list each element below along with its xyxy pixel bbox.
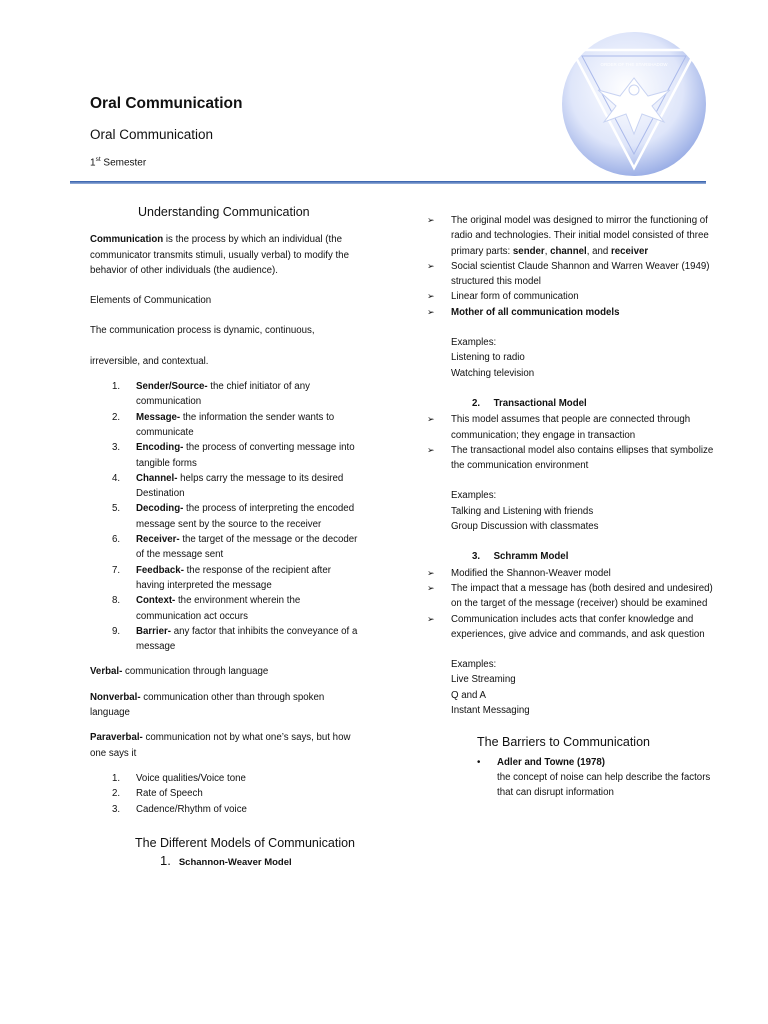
list-item: 5. Decoding- the process of interpreting the encoded message sent by the source to the receiver [112,503,355,530]
list-item: ➢ The impact that a message has (both desired and undesired) on the target of the message (receiver) should be examined [427,582,713,610]
transactional-bullets [427,412,717,473]
model-item-shannon-weaver: 1. Schannon-Weaver Model [160,853,292,869]
arrow-bullet-icon: ➢ [427,291,435,302]
barrier-item: • Adler and Towne (1978) the concept of noise can help describe the factors that can disrupt information [477,756,711,799]
examples-schramm: Examples: Live Streaming Q and A Instant Messaging [427,657,717,718]
header-divider [70,181,706,184]
arrow-bullet-icon: ➢ [427,260,435,271]
list-item: ➢ Communication includes acts that confer knowledge and experiences, give advice and commands, and ask question [427,613,705,640]
list-item: ➢ This model assumes that people are connected through communication; they engage in transaction [427,414,691,441]
list-item: 2. Rate of Speech [112,788,203,800]
process-line-1: The communication process is dynamic, continuous, [90,325,315,337]
list-item: ➢ Modified the Shannon-Weaver model [427,566,717,581]
list-item: 2. Message- the information the sender wants to communicate [112,411,335,438]
logo [560,30,708,178]
list-item: 1. Voice qualities/Voice tone [112,772,246,784]
arrow-bullet-icon: ➢ [427,613,435,624]
shannon-weaver-bullets [427,213,717,320]
paraverbal-definition: Paraverbal- communication not by what one’s says, but how one says it [90,732,351,759]
list-item: ➢ The original model was designed to mirror the functioning of radio and technologies. Their initial model consisted of three primary parts: sender, channel, and receiver [427,215,709,257]
example-item: Group Discussion with classmates [451,521,599,533]
section-heading-models: The Different Models of Communication [135,835,356,850]
list-item: 3. Encoding- the process of converting message into tangible forms [112,442,355,469]
document-title: Oral Communication [90,95,243,112]
document-subtitle: Oral Communication [90,127,214,142]
list-item: 1. Sender/Source- the chief initiator of any communication [112,381,310,408]
list-item: 3. Cadence/Rhythm of voice [112,803,247,815]
example-item: Listening to radio [451,352,525,364]
list-item: 7. Feedback- the response of the recipient after having interpreted the message [112,564,331,591]
paraverbal-list [90,771,360,817]
model-heading-transactional: 2. Transactional Model [472,397,587,409]
example-item: Q and A [451,689,487,701]
left-column [90,205,360,870]
list-item: ➢ Mother of all communication models [427,305,717,320]
list-item: ➢ The transactional model also contains ellipses that symbolize the communication environment [427,444,714,472]
section-heading-barriers: The Barriers to Communication [477,735,650,750]
list-item: 4. Channel- helps carry the message to its desired Destination [112,472,344,500]
examples-transactional: Examples: Talking and Listening with friends Group Discussion with classmates [427,488,717,534]
arrow-bullet-icon: ➢ [427,444,435,455]
arrow-bullet-icon: ➢ [427,215,435,225]
nonverbal-definition: Nonverbal- communication other than through spoken language [90,691,325,719]
arrow-bullet-icon: ➢ [427,414,435,425]
list-item: ➢ Linear form of communication [427,289,717,304]
process-line-2: irreversible, and contextual. [90,355,209,367]
logo-text: ORDER OF THE STARSHADOW [600,62,668,67]
semester: 1st Semester [90,156,147,169]
model-heading-schramm: 3. Schramm Model [472,551,569,563]
elements-list [90,379,360,654]
arrow-bullet-icon: ➢ [427,306,435,317]
schramm-bullets [427,566,717,642]
example-item: Talking and Listening with friends [451,505,594,517]
list-item: 9. Barrier- any factor that inhibits the conveyance of a message [112,625,358,653]
example-item: Instant Messaging [451,705,530,717]
example-item: Live Streaming [451,674,516,686]
verbal-definition: Verbal- communication through language [90,666,269,678]
communication-definition: Communication is the process by which an individual (the communicator transmits stimuli, usually verbal) to modify the behavior of other individuals (the audience). [90,234,349,276]
elements-title: Elements of Communication [90,295,212,307]
arrow-bullet-icon: ➢ [427,567,435,578]
right-column [427,213,717,801]
arrow-bullet-icon: ➢ [427,582,435,593]
list-item: 6. Receiver- the target of the message or the decoder of the message sent [112,534,358,561]
list-item: 8. Context- the environment wherein the communication act occurs [112,595,301,622]
list-item: ➢ Social scientist Claude Shannon and Warren Weaver (1949) structured this model [427,260,710,288]
bullet-dot-icon: • [477,756,481,768]
example-item: Watching television [451,367,535,379]
examples-shannon-weaver: Examples: Listening to radio Watching television [427,335,717,381]
section-heading-understanding: Understanding Communication [138,205,310,219]
